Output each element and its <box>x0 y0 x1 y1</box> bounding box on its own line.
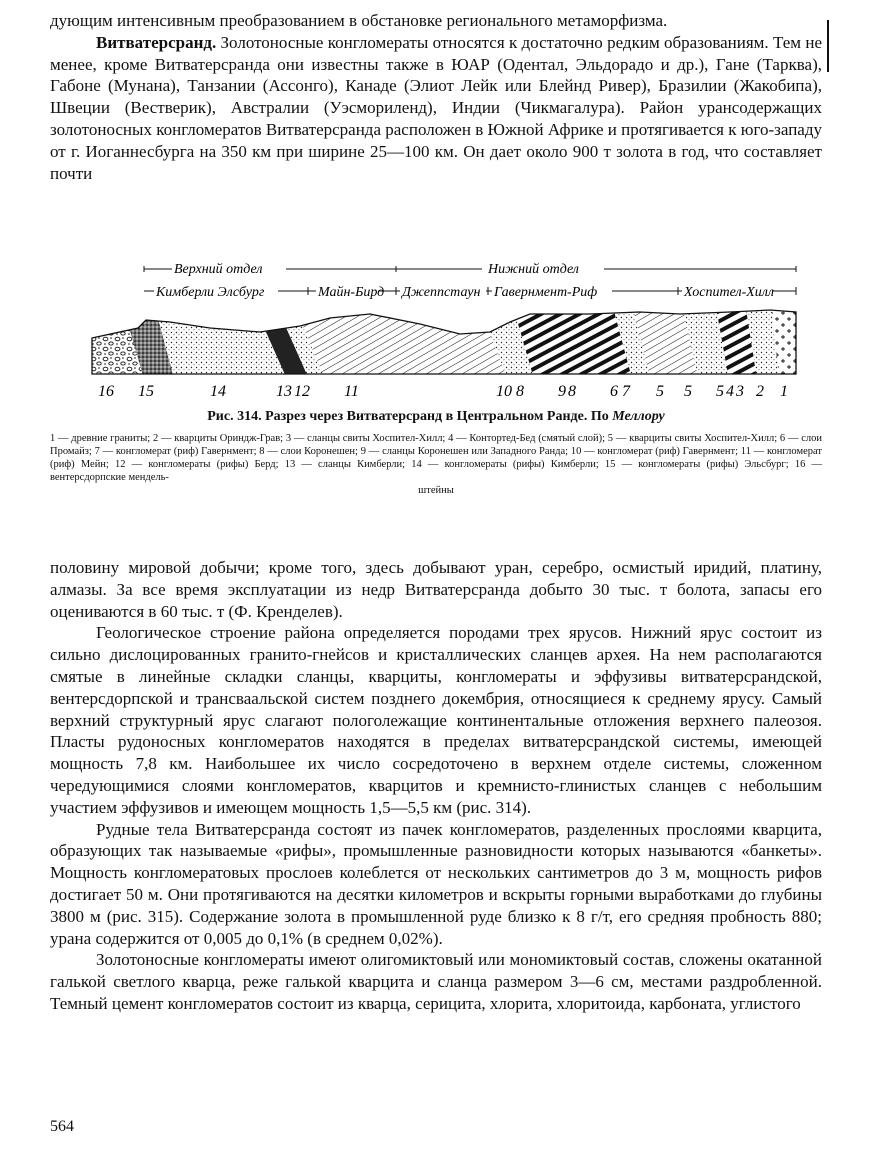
strata-section <box>90 296 810 386</box>
page-number: 564 <box>50 1118 74 1135</box>
legend-text: 1 — древние граниты; 2 — кварциты Ориндж-Грав; 3 — сланцы свиты Хоспител-Хилл; 4 — Контортед-Бед (смятый слой); 5 — кварциты свиты Хоспител-Хилл; 6 — слои Промайз; 7 — конгломерат (риф) Гавернмент; 8 — слои Коронешен; 9 — сланцы Коронешен или Западного Ранда; 10 — конгломерат (риф) Гавернмент; 11 — конгломерат (риф) Мейн; 12 — конгломераты (рифы) Берд; 13 — сланцы Кимберли; 14 — конгломераты (рифы) Кимберли; 15 — конгломераты (рифы) Эльсбург; 16 — вентерсдорпские мендель- <box>50 433 822 483</box>
series-hospital-hill-label: Хоспител-Хилл <box>684 285 774 300</box>
layer-number-labels <box>98 383 788 400</box>
series-kimberley-elsburg-label: Кимберли Элсбург <box>156 285 265 300</box>
layer-number: 12 <box>294 383 310 400</box>
paragraph-1: половину мировой добычи; кроме того, здесь добывают уран, серебро, осмистый иридий, платину, алмазы. За все время эксплуатации из недр Витватерсранда добыто 30 тыс. т болота, запасы его оцениваются в 60 тыс. т (Ф. Кренделев). <box>50 558 822 621</box>
layer-number: 4 <box>726 383 734 400</box>
legend-last-line: штейны <box>418 485 454 496</box>
layer-number: 14 <box>210 383 226 400</box>
layer-number: 5 <box>684 383 692 400</box>
layer-number: 8 <box>568 383 576 400</box>
layer-number: 15 <box>138 383 154 400</box>
layer-number: 6 <box>610 383 618 400</box>
lower-division-label: Нижний отдел <box>488 262 579 277</box>
paragraph-3: Рудные тела Витватерсранда состоят из пачек конгломератов, разделенных прослоями кварцита, образующих так называемые «рифы», промышленные разновидности которых называются «банкеты». Мощность конгломератовых прослоев колеблется от нескольких сантиметров до 3 м, мощность рифов достигает 50 м. Они протягиваются на десятки километров и вскрыты горными выработками до глубины 3800 м (рис. 315). Содержание золота в промышленной руде близко к 8 г/т, его средняя пробность 880; урана содержится от 0,005 до 0,1% (в среднем 0,02%). <box>50 819 822 948</box>
caption-title: Рис. 314. Разрез через Витватерсранд в Центральном Ранде. По <box>207 409 613 424</box>
section-heading: Витватерсранд. <box>96 32 217 52</box>
layer-number: 5 <box>656 383 664 400</box>
caption-author: Меллору <box>612 409 665 424</box>
layer-number: 8 <box>516 383 524 400</box>
top-text-block <box>50 10 822 184</box>
layer-14-kimberley-reefs <box>152 296 290 386</box>
cross-section-figure <box>90 256 810 416</box>
series-main-bird-label: Майн-Бирд <box>318 285 385 300</box>
witwatersrand-paragraph <box>50 32 822 185</box>
margin-rule <box>827 20 829 72</box>
layer-number: 1 <box>780 383 788 400</box>
continuation-paragraph: дующим интенсивным преобразованием в обстановке регионального метаморфизма. <box>50 11 668 30</box>
paragraph-2: Геологическое строение района определяется породами трех ярусов. Нижний ярус состоит из сильно дислоцированных гранито-гнейсов и кристаллических сланцев архея. На нем располагаются смятые в линейные складки сланцы, кварциты, конгломераты и эффузивы витватерсрандской, вентерсдорпской и трансваальской систем позднего докембрия, относящиеся к среднему ярусу. Самый верхний структурный ярус слагают пологолежащие континентальные отложения верхнего палеозоя. Пласты рудоносных конгломератов находятся в пределах витватерсрандской системы, имеющей мощность 7,8 км. Наибольшее их число сосредоточено в верхнем отделе системы, сложенном чередующимися слоями конгломератов, кварцитов и кремнисто-глинистых сланцев с небольшим участием эффузивов и имеющем мощность 1,5—5,5 км (рис. 314). <box>50 623 822 817</box>
series-jeppestown-label: Джеппстаун <box>402 285 481 300</box>
bottom-text-block <box>50 557 822 1015</box>
figure-caption <box>50 409 822 425</box>
layer-number: 13 <box>276 383 292 400</box>
paragraph-4: Золотоносные конгломераты имеют олигомиктовый или мономиктовый состав, сложены окатанной галькой светлого кварца, реже галькой кварцита и сланца размером 3—6 см, местами раздробленной. Темный цемент конгломератов состоит из кварца, серицита, хлорита, хлоритоида, карбоната, углистого <box>50 950 822 1013</box>
layer-number: 16 <box>98 383 114 400</box>
layer-number: 9 <box>558 383 566 400</box>
section-paragraph-text: Золотоносные конгломераты относятся к достаточно редким образованиям. Тем не менее, кроме Витватерсранда они известны также в ЮАР (Одентал, Эльдорадо и др.), Гане (Тарква), Габоне (Мунана), Танзании (Ассонго), Канаде (Элиот Лейк или Блейнд Ривер), Бразилии (Жакобипа), Швеции (Вестверик), Австралии (Уэсмориленд), Индии (Чикмагалура). Район урансодержащих золотоносных конгломератов Витватерсранда расположен в Южной Африке и протягивается к юго-западу от г. Иоганнесбурга на 350 км при ширине 25—100 км. Он дает около 900 т золота в год, что составляет почти <box>50 32 822 183</box>
layer-number: 5 <box>716 383 724 400</box>
series-government-reef-label: Гавернмент-Риф <box>494 285 598 300</box>
layer-number: 11 <box>344 383 359 400</box>
layer-number: 3 <box>736 383 744 400</box>
layer-number: 7 <box>622 383 630 400</box>
upper-division-label: Верхний отдел <box>174 262 263 277</box>
layer-number: 10 <box>496 383 512 400</box>
figure-legend <box>50 432 822 497</box>
layer-number: 2 <box>756 383 764 400</box>
